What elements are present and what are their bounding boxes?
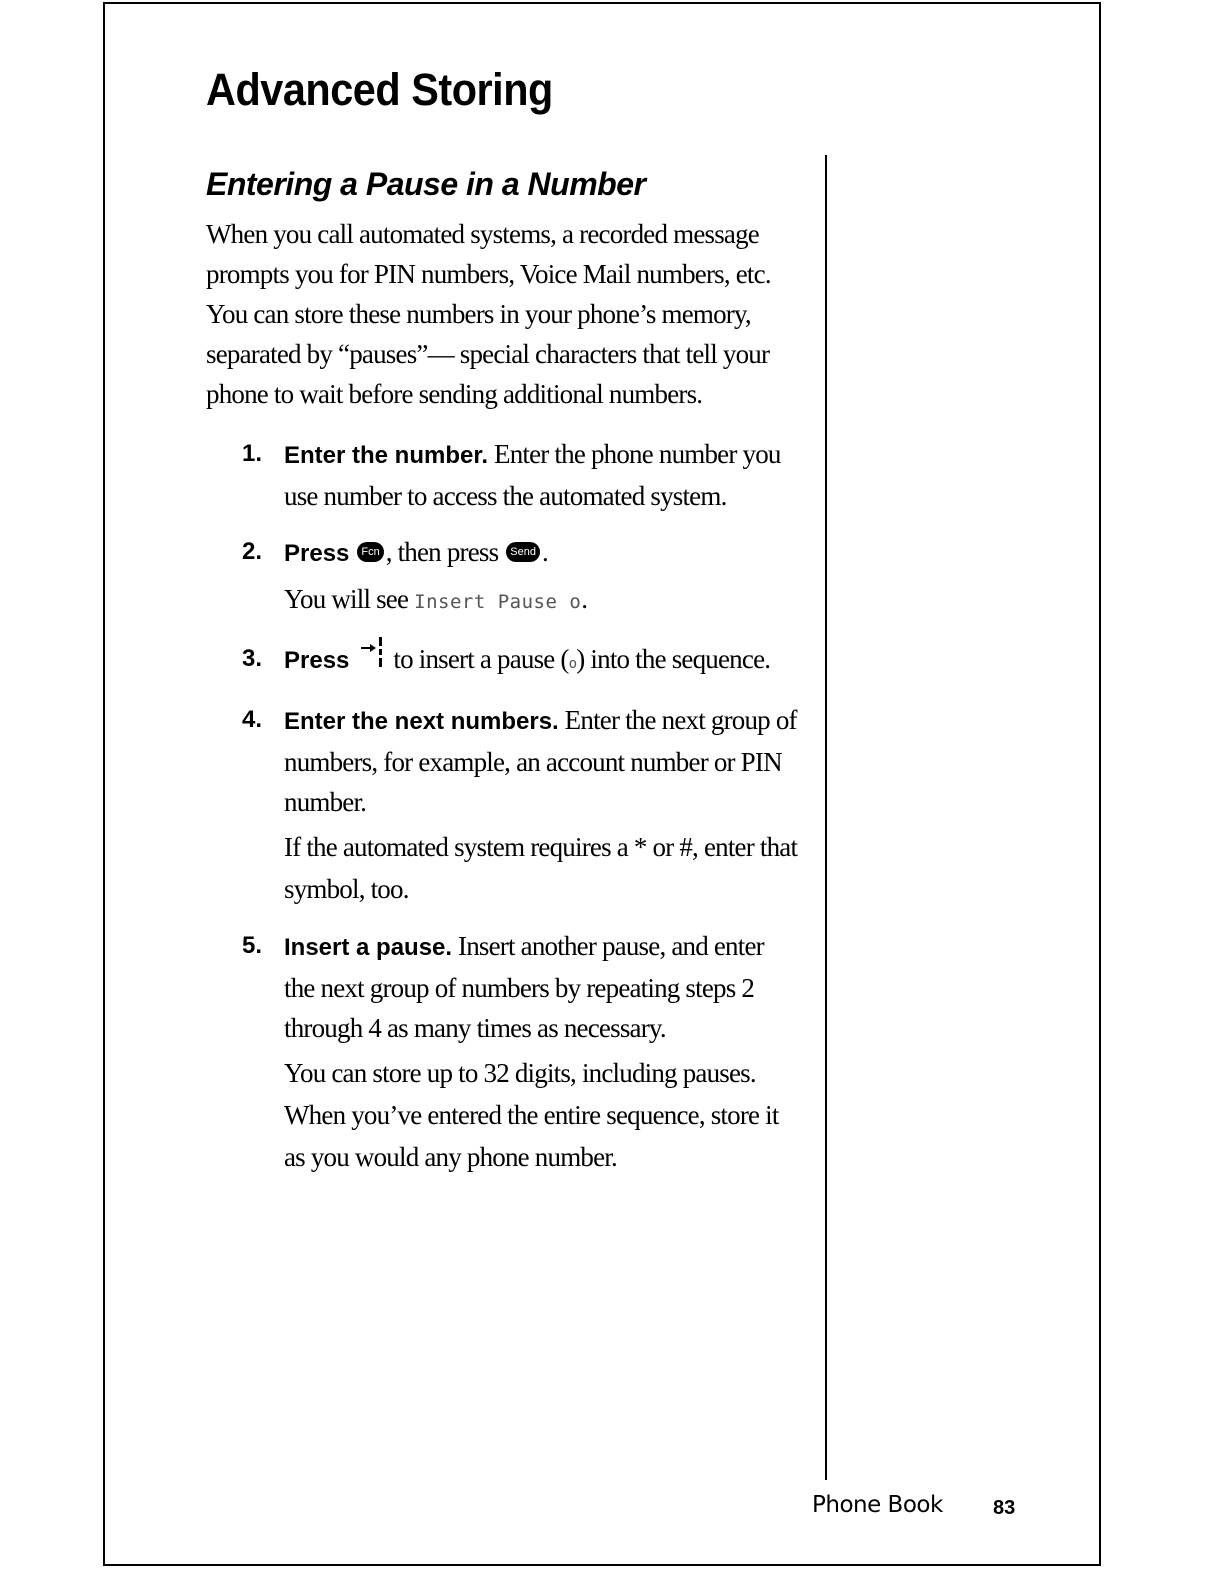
main-content [206,160,798,1194]
step-text [284,532,798,574]
intro-paragraph: When you call automated systems, a recorded message prompts you for PIN numbers, Voice Mail numbers, etc. You can store these numbers in your phone’s memory, separated by “pauses”— special characters that tell your phone to wait before sending additional numbers. [206,219,771,409]
footer-section-name: Phone Book [812,1492,943,1518]
step-end: . [541,537,548,567]
step-body: Insert another pause, and enter the next group of numbers by repeating steps 2 through 4 as many times as necessary. [284,931,764,1044]
step-body: Enter the next group of numbers, for example, an account number or PIN number. [284,705,797,818]
step-2 [206,532,798,623]
step-text [284,926,798,1048]
margin-rule [825,155,827,1480]
page-title: Advanced Storing [206,64,553,115]
step-body-before: to insert a pause ( [393,644,569,674]
step-note: When you’ve entered the entire sequence, store it as you would any phone number. [284,1100,779,1173]
step-number: 2. [242,538,263,565]
step-lead: Press [284,647,350,674]
display-readout: Insert Pause o [414,591,582,613]
note-after: . [581,584,588,614]
step-lead: Insert a pause. [284,934,453,962]
step-note: If the automated system requires a * or #, enter that symbol, too. [284,832,798,905]
step-number: 5. [242,932,263,960]
step-note [284,578,798,623]
fcn-key-icon: Fcn [357,542,383,562]
step-4 [206,700,798,910]
steps-list [206,434,798,1178]
note-before: You will see [284,584,409,614]
step-3 [206,639,798,684]
pause-char: o [568,656,577,672]
send-key-icon: Send [506,542,540,562]
step-5 [206,926,798,1178]
step-body-after: ) into the sequence. [576,644,771,674]
step-lead: Enter the number. [284,442,489,469]
section-heading: Entering a Pause in a Number [206,166,646,202]
scroll-right-icon [359,635,387,680]
step-number: 4. [242,706,263,734]
step-number: 3. [242,645,263,672]
step-text [284,434,798,516]
step-text [284,700,798,822]
step-body: Enter the phone number you use number to access the automated system. [284,439,781,511]
step-1 [206,434,798,516]
step-lead: Press [284,540,350,567]
page-number: 83 [993,1497,1016,1519]
step-lead: Enter the next numbers. [284,708,559,736]
step-text [284,639,798,684]
step-note: You can store up to 32 digits, including pauses. [284,1058,756,1089]
step-number: 1. [242,440,263,467]
step-middle: , then press [385,537,499,567]
